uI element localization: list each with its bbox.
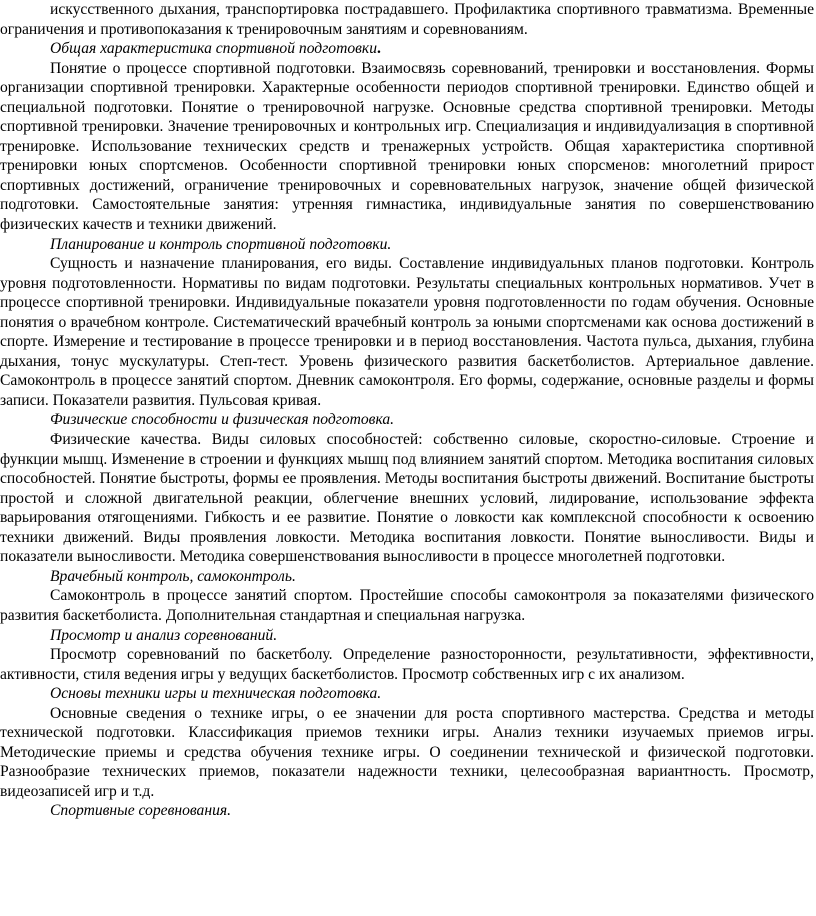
heading-competition-review: Просмотр и анализ соревнований. (50, 626, 278, 644)
heading-medical-control: Врачебный контроль, самоконтроль. (50, 567, 296, 585)
paragraph-technique: Основные сведения о технике игры, о ее значении для роста спортивного мастерства. Средства и методы технической подготовки. Классификация приемов техники игры. Анализ техники изучаемых приемов игры. Методические приемы и средства обучения технике игры. О соединении технической и физической подготовки. Разнообразие технических приемов, показатели надежности техники, целесообразная вариантность. Просмотр, видеозаписей игр и т.д. (0, 704, 814, 800)
heading-training-overview-text: Общая характеристика спортивной подготовки (50, 40, 377, 58)
paragraph-competition-review: Просмотр соревнований по баскетболу. Определение разносторонности, результативности, эффективности, активности, стиля ведения игры у ведущих баскетболистов. Просмотр собственных игр с их анализом. (0, 646, 814, 683)
heading-technique: Основы техники игры и техническая подготовка. (50, 685, 382, 703)
heading-physical-abilities: Физические способности и физическая подготовка. (50, 411, 395, 429)
paragraph-physical-abilities: Физические качества. Виды силовых способностей: собственно силовые, скоростно-силовые. Строение и функции мышц. Изменение в строении и функциях мышц под влиянием занятий спортом. Методика воспитания силовых способностей. Понятие быстроты, формы ее проявления. Методы воспитания быстроты движений. Воспитание быстроты простой и сложной двигательной реакции, облегчение внешних условий, лидирование, использование эффекта варьирования отягощениями. Гибкость и ее развитие. Понятие о ловкости как комплексной способности к освоению техники движений. Виды проявления ловкости. Методика воспитания ловкости. Понятие выносливости. Виды и показатели выносливости. Методика совершенствования выносливости в процессе многолетней подготовки. (0, 431, 814, 566)
paragraph-planning-control: Сущность и назначение планирования, его виды. Составление индивидуальных планов подготовки. Контроль уровня подготовленности. Нормативы по видам подготовки. Результаты специальных контрольных нормативов. Учет в процессе спортивной тренировки. Индивидуальные показатели уровня подготовленности по годам обучения. Основные понятия о врачебном контроле. Систематический врачебный контроль за юными спортсменами как основа достижений в спорте. Измерение и тестирование в процессе тренировки и в период восстановления. Частота пульса, дыхания, глубина дыхания, тонус мускулатуры. Степ-тест. Уровень физического развития баскетболистов. Артериальное давление. Самоконтроль в процессе занятий спортом. Дневник самоконтроля. Его формы, содержание, основные разделы и формы записи. Показатели развития. Пульсовая кривая. (0, 255, 814, 409)
paragraph-training-overview: Понятие о процессе спортивной подготовки. Взаимосвязь соревнований, тренировки и восстановления. Формы организации спортивной тренировки. Характерные особенности периодов спортивной тренировки. Единство общей и специальной подготовки. Понятие о тренировочной нагрузке. Основные средства спортивной тренировки. Методы спортивной тренировки. Значение тренировочных и контрольных игр. Специализация и индивидуализация в спортивной тренировке. Использование технических средств и тренажерных устройств. Общая характеристика спортивной тренировки юных спортсменов. Особенности спортивной тренировки юных спорсменов: многолетний прирост спортивных достижений, ограничение тренировочных и соревновательных нагрузок, значение общей физической подготовки. Самостоятельные занятия: утренняя гимнастика, индивидуальные занятия по совершенствованию физических качеств и техники движений. (0, 59, 814, 234)
heading-training-overview (0, 39, 814, 59)
heading-planning-control: Планирование и контроль спортивной подготовки. (50, 235, 392, 253)
heading-competitions: Спортивные соревнования. (50, 802, 232, 820)
heading-training-overview-suffix: . (377, 40, 381, 58)
paragraph-injury-prevention: искусственного дыхания, транспортировка пострадавшего. Профилактика спортивного травматизма. Временные ограничения и противопоказания к тренировочным занятиям и соревнованиям. (0, 1, 814, 38)
paragraph-medical-control: Самоконтроль в процессе занятий спортом. Простейшие способы самоконтроля за показателями физического развития баскетболиста. Дополнительная стандартная и специальная нагрузка. (0, 587, 814, 624)
